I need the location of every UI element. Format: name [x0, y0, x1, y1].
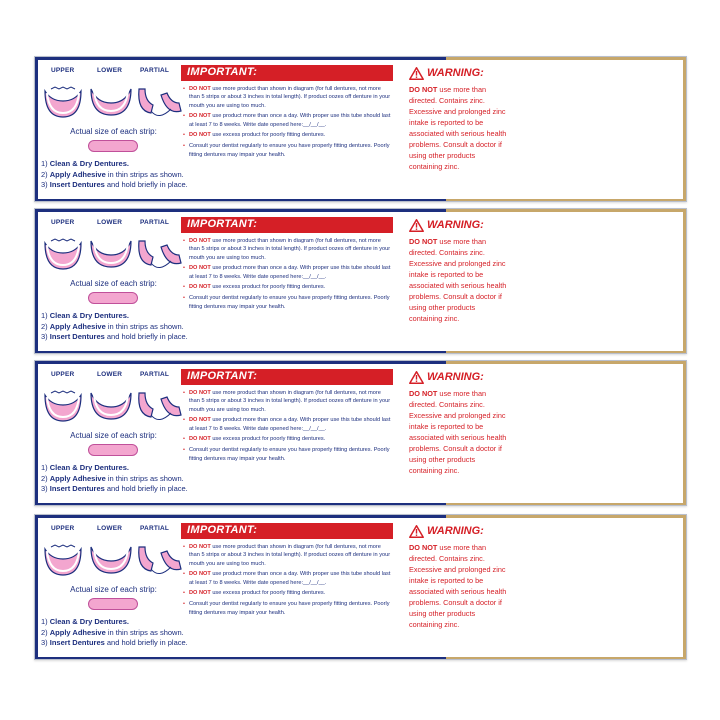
step-bold: Apply Adhesive: [49, 473, 106, 483]
step-bold: Clean & Dry Dentures.: [49, 617, 129, 626]
actual-size-caption: Actual size of each strip:: [70, 127, 157, 136]
label-panel: [34, 514, 687, 660]
do-not-label: DO NOT: [189, 86, 211, 92]
denture-diagram: [41, 233, 186, 275]
step-bold: Insert Dentures: [49, 638, 105, 647]
bullet-text: Consult your dentist regularly to ensure you have properly fitting dentures. Poorly fitting dentures may impair your health.: [189, 295, 390, 310]
border-left: [35, 515, 38, 659]
border-bottom-gold: [446, 657, 686, 659]
border-left: [35, 361, 38, 505]
border-right-gold: [683, 361, 686, 505]
denture-diagram: [41, 81, 186, 123]
denture-labels: [41, 371, 186, 383]
step-num: 2): [41, 627, 48, 637]
bullet-text: use product more than once a day. With proper use this tube should last at least 7 to 8 weeks. Write date opened here:__/__/__.: [189, 265, 391, 280]
warning-text: [409, 542, 509, 630]
bullet-text: Consult your dentist regularly to ensure you have properly fitting dentures. Poorly fitting dentures may impair your health.: [189, 143, 390, 158]
step-rest: in thin strips as shown.: [105, 169, 184, 179]
step-num: 3): [41, 484, 48, 493]
bullet-text: use product more than once a day. With proper use this tube should last at least 7 to 8 weeks. Write date opened here:__/__/__.: [189, 571, 391, 586]
bullet-dot-icon: •: [183, 86, 185, 92]
label-partial: PARTIAL: [140, 525, 170, 532]
step-num: 1): [41, 617, 48, 626]
bullet-item: [183, 294, 393, 311]
instructions-column: [41, 219, 186, 349]
warning-do-not: DO NOT: [409, 237, 438, 246]
warning-body-text: use more than directed. Contains zinc. Excessive and prolonged zinc intake is reported to be associated with serious health problems. Consult a doctor if using other products containing zinc.: [409, 237, 507, 323]
adhesive-strip-sample: [88, 444, 138, 456]
lower-denture-icon: [91, 393, 131, 419]
label-upper: UPPER: [51, 371, 75, 378]
warning-header: [409, 67, 519, 81]
label-panel: [34, 56, 687, 202]
warning-body-text: use more than directed. Contains zinc. Excessive and prolonged zinc intake is reported to be associated with serious health problems. Consult a doctor if using other products containing zinc.: [409, 389, 507, 475]
steps-list: [41, 159, 191, 191]
actual-size-caption: Actual size of each strip:: [70, 585, 157, 594]
steps-list: [41, 311, 191, 343]
bullet-item: [183, 237, 393, 262]
step-item: [41, 628, 191, 639]
step-num: 1): [41, 463, 48, 472]
warning-body-text: use more than directed. Contains zinc. Excessive and prolonged zinc intake is reported to be associated with serious health problems. Consult a doctor if using other products containing zinc.: [409, 543, 507, 629]
warning-header: [409, 525, 519, 539]
instructions-column: [41, 67, 186, 197]
bullet-text: use excess product for poorly fitting dentures.: [210, 436, 326, 443]
step-rest: and hold briefly in place.: [104, 332, 188, 341]
step-item: [41, 159, 191, 170]
do-not-label: DO NOT: [189, 417, 211, 424]
step-item: [41, 474, 191, 485]
important-bullets: [183, 85, 393, 161]
label-panel: [34, 208, 687, 354]
border-top-gold: [446, 209, 686, 212]
warning-header: [409, 219, 519, 233]
upper-denture-icon: [45, 391, 81, 421]
bullet-dot-icon: •: [183, 447, 185, 454]
do-not-label: DO NOT: [189, 265, 211, 272]
step-rest: and hold briefly in place.: [104, 180, 188, 189]
bullet-dot-icon: •: [183, 265, 185, 272]
important-banner: [181, 217, 393, 233]
step-rest: in thin strips as shown.: [105, 627, 184, 637]
bullet-item: [183, 112, 393, 129]
do-not-label: DO NOT: [189, 132, 211, 139]
instructions-column: [41, 371, 186, 501]
step-rest: and hold briefly in place.: [104, 484, 188, 493]
warning-title: WARNING:: [427, 371, 484, 383]
border-right-gold: [683, 57, 686, 201]
step-item: [41, 463, 191, 474]
bullet-item: [183, 283, 393, 291]
bullet-item: [183, 264, 393, 281]
bullet-item: [183, 389, 393, 414]
bullet-dot-icon: •: [183, 590, 185, 597]
do-not-label: DO NOT: [189, 544, 211, 550]
step-num: 2): [41, 321, 48, 331]
warning-do-not: DO NOT: [409, 543, 438, 552]
border-left: [35, 57, 38, 201]
warning-do-not: DO NOT: [409, 389, 438, 398]
label-panel: [34, 360, 687, 506]
bullet-item: [183, 600, 393, 617]
warning-triangle-icon: [409, 525, 424, 538]
bullet-item: [183, 142, 393, 159]
bullet-text: use more product than shown in diagram (for full dentures, not more than 5 strips or about 3 inches in total length). If product oozes off denture in your mouth you are using too much.: [189, 238, 391, 261]
bullet-item: [183, 85, 393, 110]
bullet-item: [183, 435, 393, 443]
step-num: 2): [41, 473, 48, 483]
denture-diagram: [41, 385, 186, 427]
important-column: [181, 217, 393, 351]
bullet-text: use excess product for poorly fitting dentures.: [210, 132, 326, 139]
important-banner: [181, 369, 393, 385]
lower-denture-icon: [91, 89, 131, 115]
border-right-gold: [683, 209, 686, 353]
important-bullets: [183, 389, 393, 465]
important-title: IMPORTANT:: [187, 370, 258, 382]
step-bold: Apply Adhesive: [49, 627, 106, 637]
border-top-gold: [446, 57, 686, 60]
bullet-text: use more product than shown in diagram (for full dentures, not more than 5 strips or about 3 inches in total length). If product oozes off denture in your mouth you are using too much.: [189, 390, 391, 413]
warning-triangle-icon: [409, 219, 424, 232]
warning-column: [409, 67, 519, 197]
step-item: [41, 332, 191, 343]
step-bold: Apply Adhesive: [49, 169, 106, 179]
upper-denture-icon: [45, 87, 81, 117]
label-upper: UPPER: [51, 525, 75, 532]
step-item: [41, 170, 191, 181]
step-item: [41, 617, 191, 628]
steps-list: [41, 617, 191, 649]
denture-labels: [41, 525, 186, 537]
label-lower: LOWER: [97, 219, 123, 226]
do-not-label: DO NOT: [189, 390, 211, 396]
warning-triangle-icon: [409, 371, 424, 384]
border-bottom-gold: [446, 503, 686, 505]
actual-size-caption: Actual size of each strip:: [70, 431, 157, 440]
step-num: 3): [41, 638, 48, 647]
bullet-text: Consult your dentist regularly to ensure you have properly fitting dentures. Poorly fitting dentures may impair your health.: [189, 447, 390, 462]
step-bold: Insert Dentures: [49, 484, 105, 493]
step-item: [41, 180, 191, 191]
label-lower: LOWER: [97, 371, 123, 378]
warning-body-text: use more than directed. Contains zinc. Excessive and prolonged zinc intake is reported to be associated with serious health problems. Consult a doctor if using other products containing zinc.: [409, 85, 507, 171]
denture-diagram: [41, 539, 186, 581]
upper-denture-icon: [45, 239, 81, 269]
border-top-gold: [446, 361, 686, 364]
actual-size-caption: Actual size of each strip:: [70, 279, 157, 288]
bullet-item: [183, 446, 393, 463]
bullet-dot-icon: •: [183, 390, 185, 396]
warning-title: WARNING:: [427, 67, 484, 79]
label-lower: LOWER: [97, 67, 123, 74]
border-top-gold: [446, 515, 686, 518]
border-left: [35, 209, 38, 353]
step-num: 2): [41, 169, 48, 179]
bullet-item: [183, 570, 393, 587]
bullet-text: use excess product for poorly fitting dentures.: [210, 284, 326, 291]
important-title: IMPORTANT:: [187, 218, 258, 230]
step-item: [41, 638, 191, 649]
step-rest: in thin strips as shown.: [105, 473, 184, 483]
adhesive-strip-sample: [88, 140, 138, 152]
bullet-text: use product more than once a day. With proper use this tube should last at least 7 to 8 weeks. Write date opened here:__/__/__.: [189, 113, 391, 128]
label-partial: PARTIAL: [140, 219, 170, 226]
border-right-gold: [683, 515, 686, 659]
warning-column: [409, 525, 519, 655]
label-lower: LOWER: [97, 525, 123, 532]
warning-text: [409, 388, 509, 476]
bullet-item: [183, 416, 393, 433]
warning-text: [409, 84, 509, 172]
bullet-text: use product more than once a day. With proper use this tube should last at least 7 to 8 weeks. Write date opened here:__/__/__.: [189, 417, 391, 432]
bullet-text: Consult your dentist regularly to ensure you have properly fitting dentures. Poorly fitting dentures may impair your health.: [189, 601, 390, 616]
important-bullets: [183, 237, 393, 313]
bullet-text: use more product than shown in diagram (for full dentures, not more than 5 strips or about 3 inches in total length). If product oozes off denture in your mouth you are using too much.: [189, 544, 391, 567]
important-title: IMPORTANT:: [187, 66, 258, 78]
partial-denture-icon: [139, 393, 181, 420]
important-column: [181, 369, 393, 503]
step-item: [41, 484, 191, 495]
step-bold: Clean & Dry Dentures.: [49, 311, 129, 320]
important-banner: [181, 523, 393, 539]
warning-column: [409, 219, 519, 349]
lower-denture-icon: [91, 547, 131, 573]
bullet-dot-icon: •: [183, 544, 185, 550]
label-upper: UPPER: [51, 219, 75, 226]
denture-labels: [41, 219, 186, 231]
bullet-dot-icon: •: [183, 143, 185, 150]
important-column: [181, 65, 393, 199]
important-banner: [181, 65, 393, 81]
step-num: 3): [41, 332, 48, 341]
step-num: 3): [41, 180, 48, 189]
bullet-dot-icon: •: [183, 295, 185, 302]
upper-denture-icon: [45, 545, 81, 575]
label-upper: UPPER: [51, 67, 75, 74]
step-bold: Insert Dentures: [49, 332, 105, 341]
important-bullets: [183, 543, 393, 619]
bullet-dot-icon: •: [183, 436, 185, 443]
step-bold: Insert Dentures: [49, 180, 105, 189]
step-bold: Clean & Dry Dentures.: [49, 463, 129, 472]
adhesive-strip-sample: [88, 292, 138, 304]
adhesive-strip-sample: [88, 598, 138, 610]
bullet-dot-icon: •: [183, 238, 185, 244]
step-item: [41, 311, 191, 322]
step-num: 1): [41, 311, 48, 320]
step-bold: Apply Adhesive: [49, 321, 106, 331]
border-bottom-gold: [446, 199, 686, 201]
border-bottom-gold: [446, 351, 686, 353]
bullet-item: [183, 543, 393, 568]
important-column: [181, 523, 393, 657]
partial-denture-icon: [139, 547, 181, 574]
warning-header: [409, 371, 519, 385]
warning-do-not: DO NOT: [409, 85, 438, 94]
denture-labels: [41, 67, 186, 79]
bullet-dot-icon: •: [183, 601, 185, 608]
warning-text: [409, 236, 509, 324]
do-not-label: DO NOT: [189, 284, 211, 291]
warning-title: WARNING:: [427, 525, 484, 537]
bullet-dot-icon: •: [183, 113, 185, 120]
partial-denture-icon: [139, 241, 181, 268]
step-num: 1): [41, 159, 48, 168]
step-rest: and hold briefly in place.: [104, 638, 188, 647]
lower-denture-icon: [91, 241, 131, 267]
bullet-dot-icon: •: [183, 132, 185, 139]
warning-title: WARNING:: [427, 219, 484, 231]
do-not-label: DO NOT: [189, 436, 211, 443]
bullet-dot-icon: •: [183, 571, 185, 578]
do-not-label: DO NOT: [189, 238, 211, 244]
warning-triangle-icon: [409, 67, 424, 80]
label-partial: PARTIAL: [140, 67, 170, 74]
bullet-item: [183, 131, 393, 139]
bullet-dot-icon: •: [183, 284, 185, 291]
partial-denture-icon: [139, 89, 181, 116]
bullet-text: use more product than shown in diagram (for full dentures, not more than 5 strips or about 3 inches in total length). If product oozes off denture in your mouth you are using too much.: [189, 86, 391, 109]
step-rest: in thin strips as shown.: [105, 321, 184, 331]
important-title: IMPORTANT:: [187, 524, 258, 536]
step-bold: Clean & Dry Dentures.: [49, 159, 129, 168]
do-not-label: DO NOT: [189, 590, 211, 597]
do-not-label: DO NOT: [189, 571, 211, 578]
steps-list: [41, 463, 191, 495]
bullet-item: [183, 589, 393, 597]
bullet-text: use excess product for poorly fitting dentures.: [210, 590, 326, 597]
do-not-label: DO NOT: [189, 113, 211, 120]
label-partial: PARTIAL: [140, 371, 170, 378]
instructions-column: [41, 525, 186, 655]
step-item: [41, 322, 191, 333]
bullet-dot-icon: •: [183, 417, 185, 424]
warning-column: [409, 371, 519, 501]
